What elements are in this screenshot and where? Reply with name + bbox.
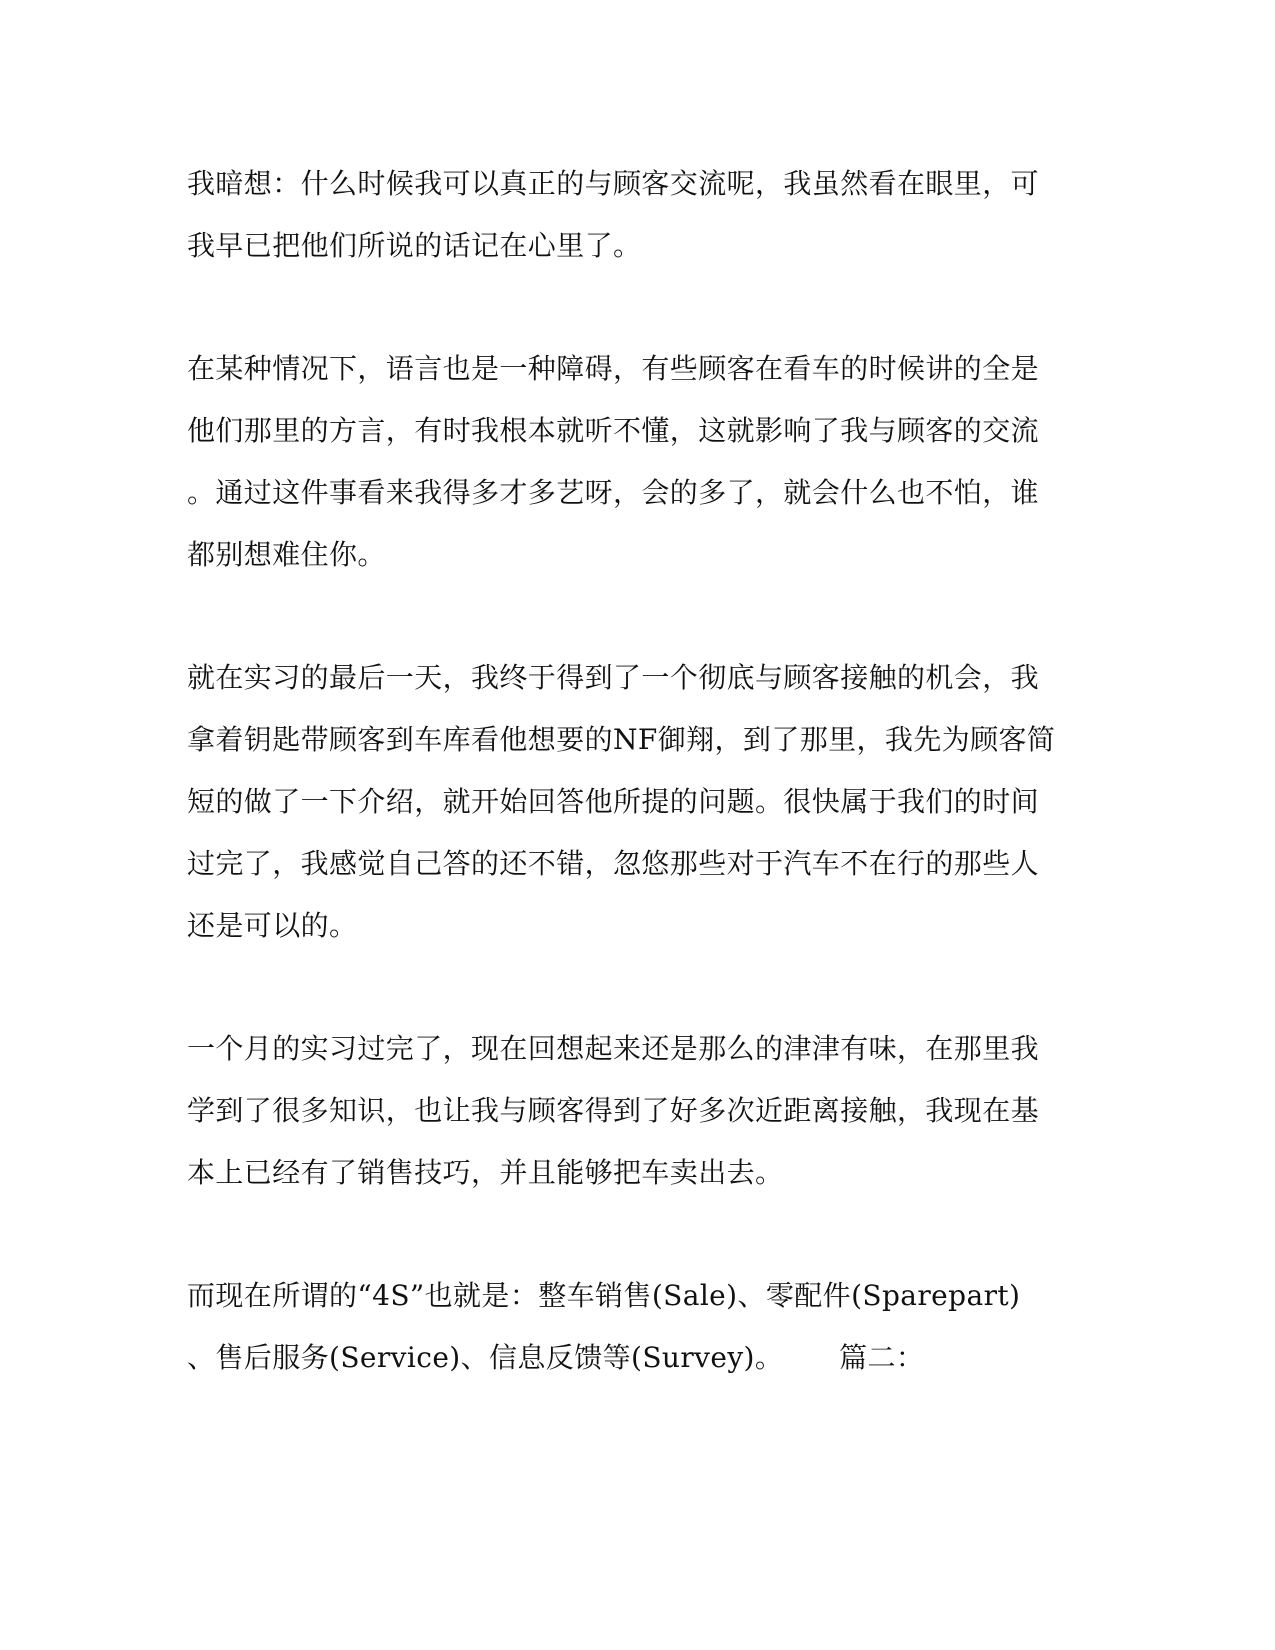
text-line: 拿着钥匙带顾客到车库看他想要的NF御翔，到了那里，我先为顾客简 [187, 723, 1056, 756]
text-line: 还是可以的。 [187, 909, 358, 942]
text-line: 本上已经有了销售技巧，并且能够把车卖出去。 [187, 1156, 784, 1189]
text-line: 就在实习的最后一天，我终于得到了一个彻底与顾客接触的机会，我 [187, 661, 1040, 694]
text-line: 我早已把他们所说的话记在心里了。 [187, 229, 642, 262]
text-line: 过完了，我感觉自己答的还不错，忽悠那些对于汽车不在行的那些人 [187, 847, 1040, 880]
text-line: 在某种情况下，语言也是一种障碍，有些顾客在看车的时候讲的全是 [187, 352, 1040, 385]
text-line: 我暗想：什么时候我可以真正的与顾客交流呢，我虽然看在眼里，可 [187, 167, 1040, 200]
text-line: 都别想难住你。 [187, 538, 386, 571]
text-line: 他们那里的方言，有时我根本就听不懂，这就影响了我与顾客的交流 [187, 414, 1040, 447]
text-line: 而现在所谓的“4S”也就是：整车销售(Sale)、零配件(Sparepart) [187, 1279, 1021, 1312]
text-line: 一个月的实习过完了，现在回想起来还是那么的津津有味，在那里我 [187, 1032, 1040, 1065]
text-line: 、售后服务(Service)、信息反馈等(Survey)。 篇二： [187, 1341, 925, 1374]
text-line: 学到了很多知识，也让我与顾客得到了好多次近距离接触，我现在基 [187, 1094, 1040, 1127]
text-line: 。通过这件事看来我得多才多艺呀，会的多了，就会什么也不怕，谁 [187, 476, 1040, 509]
text-line: 短的做了一下介绍，就开始回答他所提的问题。很快属于我们的时间 [187, 785, 1040, 818]
